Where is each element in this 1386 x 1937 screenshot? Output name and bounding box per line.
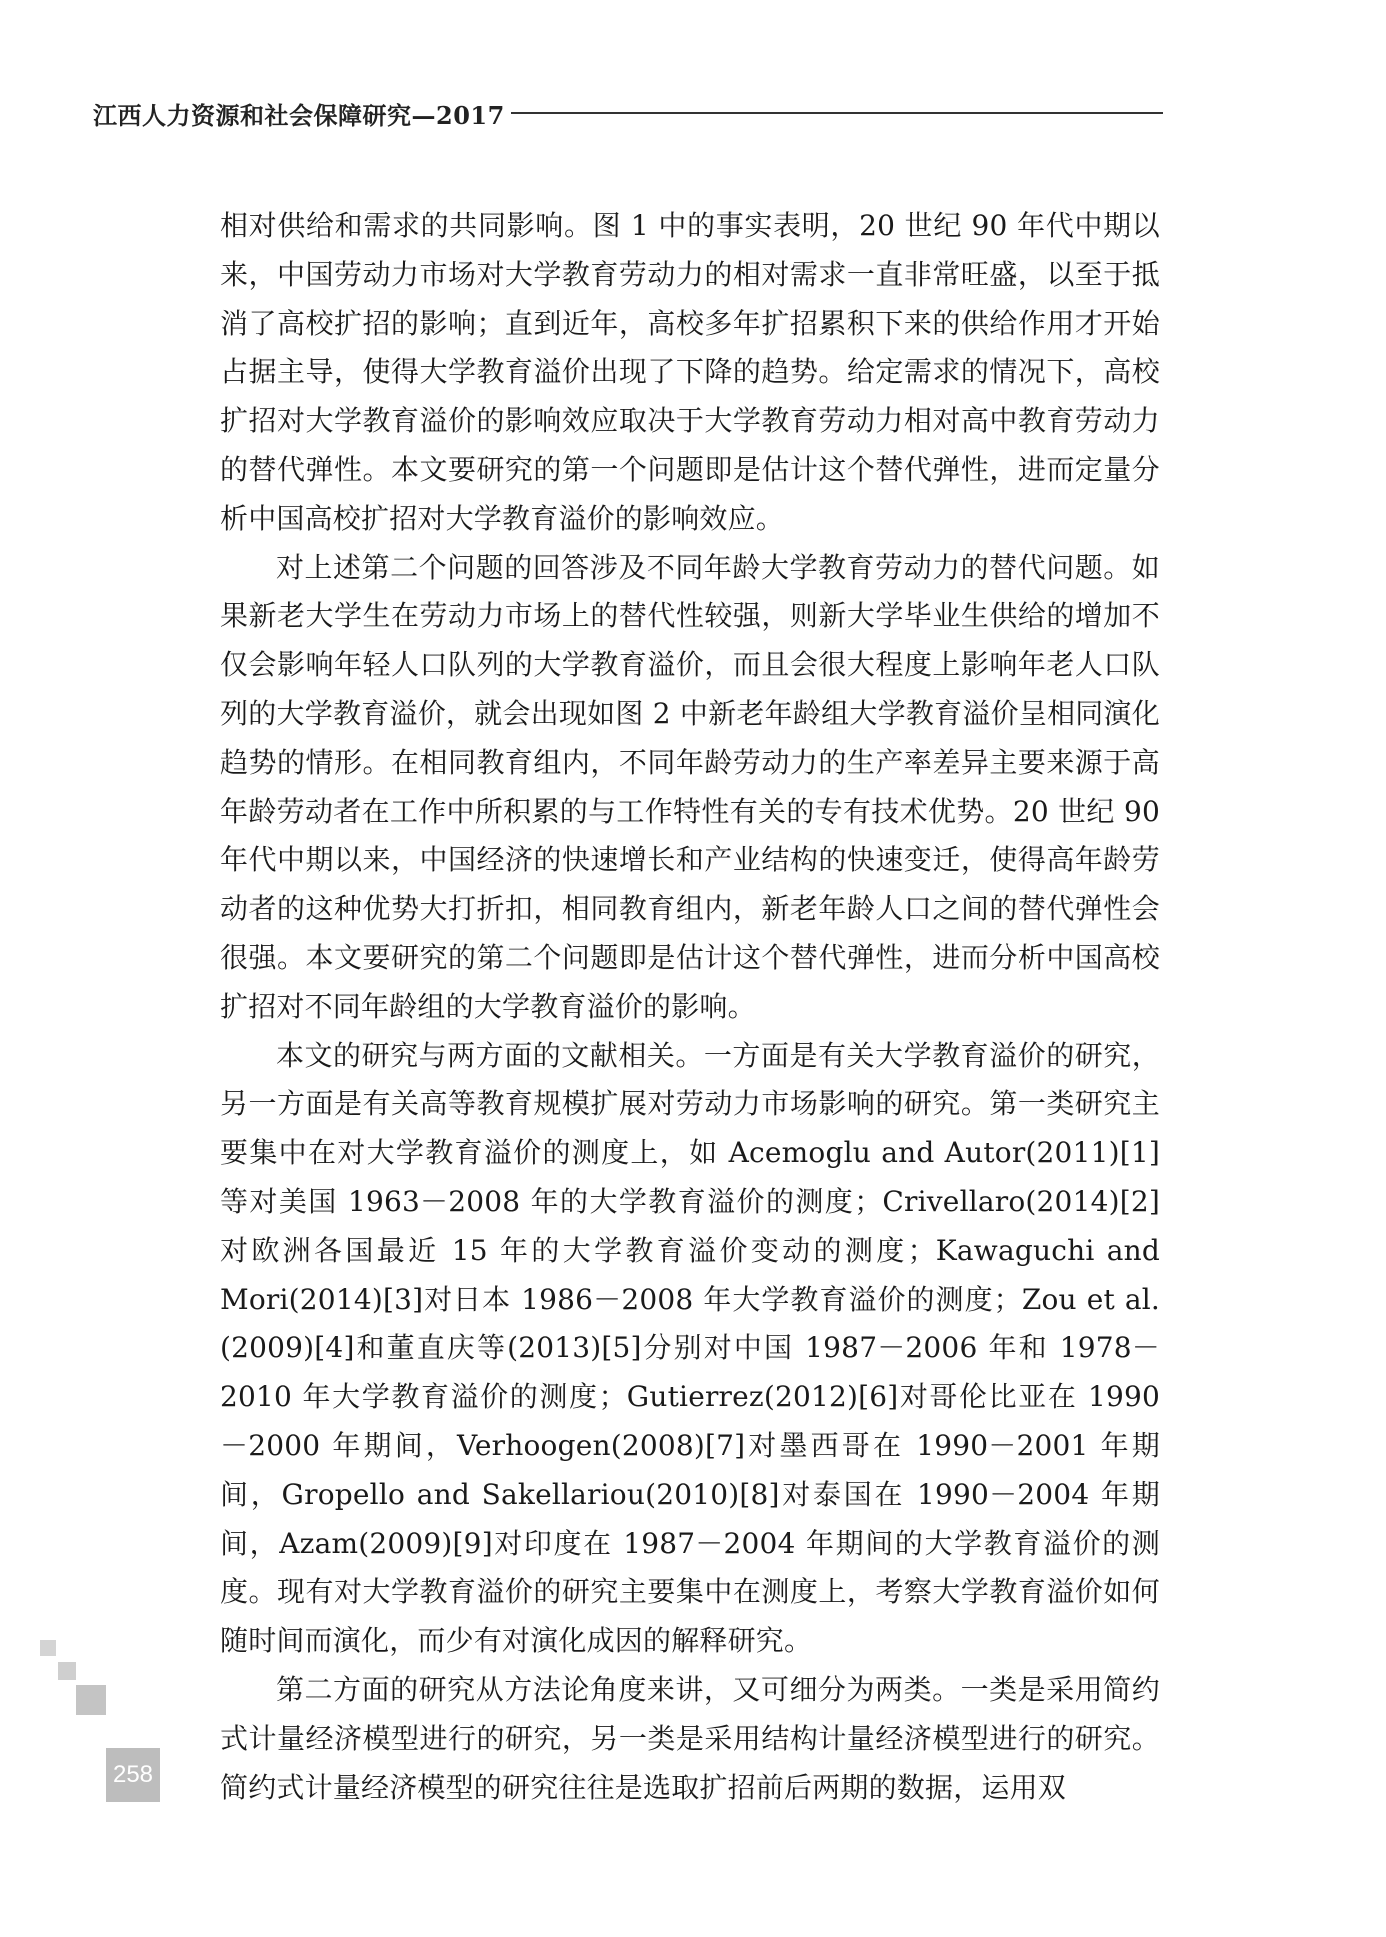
decor-square xyxy=(58,1662,76,1680)
page-number: 258 xyxy=(106,1748,160,1802)
header-rule xyxy=(511,112,1163,114)
paragraph: 本文的研究与两方面的文献相关。一方面是有关大学教育溢价的研究，另一方面是有关高等教育规模扩展对劳动力市场影响的研究。第一类研究主要集中在对大学教育溢价的测度上，如 Acemoglu and Autor(2011)[1]等对美国 1963－2008 年的大学教育溢价的测度；Crivellaro(2014)[2]对欧洲各国最近 15 年的大学教育溢价变动的测度；Kawaguchi and Mori(2014)[3]对日本 1986－2008 年大学教育溢价的测度；Zou et al.(2009)[4]和董直庆等(2013)[5]分别对中国 1987－2006 年和 1978－2010 年大学教育溢价的测度；Gutierrez(2012)[6]对哥伦比亚在 1990－2000 年期间，Verhoogen(2008)[7]对墨西哥在 1990－2001 年期间，Gropello and Sakellariou(2010)[8]对泰国在 1990－2004 年期间，Azam(2009)[9]对印度在 1987－2004 年期间的大学教育溢价的测度。现有对大学教育溢价的研究主要集中在测度上，考察大学教育溢价如何随时间而演化，而少有对演化成因的解释研究。 xyxy=(220,1038,1160,1658)
decor-square xyxy=(40,1640,56,1656)
running-header xyxy=(93,93,1163,133)
paragraph: 对上述第二个问题的回答涉及不同年龄大学教育劳动力的替代问题。如果新老大学生在劳动力市场上的替代性较强，则新大学毕业生供给的增加不仅会影响年轻人口队列的大学教育溢价，而且会很大程度上影响年老人口队列的大学教育溢价，就会出现如图 2 中新老年龄组大学教育溢价呈相同演化趋势的情形。在相同教育组内，不同年龄劳动力的生产率差异主要来源于高年龄劳动者在工作中所积累的与工作特性有关的专有技术优势。20 世纪 90 年代中期以来，中国经济的快速增长和产业结构的快速变迁，使得高年龄劳动者的这种优势大打折扣，相同教育组内，新老年龄人口之间的替代弹性会很强。本文要研究的第二个问题即是估计这个替代弹性，进而分析中国高校扩招对不同年龄组的大学教育溢价的影响。 xyxy=(220,550,1160,1023)
decor-square xyxy=(76,1685,106,1715)
paragraph: 第二方面的研究从方法论角度来讲，又可细分为两类。一类是采用简约式计量经济模型进行的研究，另一类是采用结构计量经济模型进行的研究。简约式计量经济模型的研究往往是选取扩招前后两期的数据，运用双 xyxy=(220,1672,1160,1804)
body-text xyxy=(220,202,1160,1812)
journal-title: 江西人力资源和社会保障研究—2017 xyxy=(93,100,505,130)
paragraph: 相对供给和需求的共同影响。图 1 中的事实表明，20 世纪 90 年代中期以来，中国劳动力市场对大学教育劳动力的相对需求一直非常旺盛，以至于抵消了高校扩招的影响；直到近年，高校多年扩招累积下来的供给作用才开始占据主导，使得大学教育溢价出现了下降的趋势。给定需求的情况下，高校扩招对大学教育溢价的影响效应取决于大学教育劳动力相对高中教育劳动力的替代弹性。本文要研究的第一个问题即是估计这个替代弹性，进而定量分析中国高校扩招对大学教育溢价的影响效应。 xyxy=(220,209,1160,535)
